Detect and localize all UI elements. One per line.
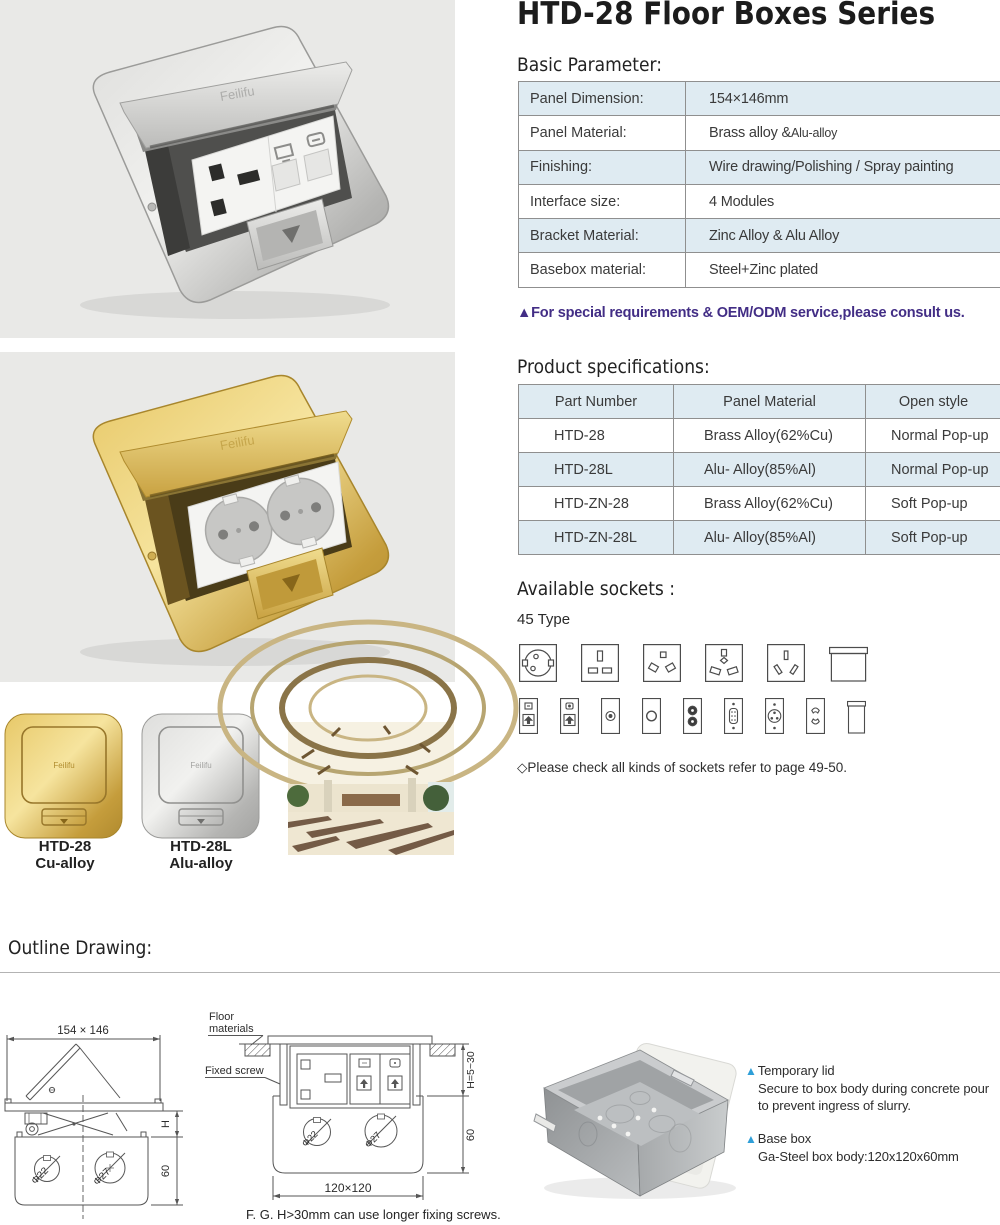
thumb-htd-28-gold: [3, 712, 125, 847]
floor-materials-label: materials: [209, 1023, 254, 1035]
table-row: [519, 219, 1000, 253]
annotation-base-box: [745, 1130, 997, 1148]
china-3pin-socket-icon: [767, 644, 805, 682]
param-value: Wire drawing/Polishing / Spray painting: [709, 159, 954, 176]
product-specifications-table: [518, 384, 1000, 555]
socket-icons-row-1: [519, 644, 1000, 682]
audio-socket-icon: [683, 698, 702, 734]
outline-drawing-side-view: [3, 1003, 203, 1223]
knockout-large-label: Φ27: [362, 1129, 384, 1151]
knockout-large-label: Φ27: [91, 1166, 113, 1188]
param-label: Basebox material:: [519, 253, 686, 286]
table-row: [519, 419, 1000, 453]
param-value: Zinc Alloy & Alu Alloy: [709, 227, 840, 244]
dim-install-height-label: H=5~30: [465, 1051, 477, 1089]
part-number: HTD-ZN-28: [519, 487, 674, 520]
us-socket-icon: [806, 698, 825, 734]
steel-floor-box-illustration: [0, 0, 455, 338]
outline-drawing-section-view: [203, 1008, 483, 1208]
annotation-title: Temporary lid: [757, 1063, 835, 1078]
oem-notice: ▲For special requirements & OEM/ODM service,please consult us.: [517, 305, 965, 321]
annotation-line: Secure to box body during concrete pour: [758, 1080, 989, 1096]
thumb-label-htd-28: [0, 839, 130, 873]
tv-socket-icon: [601, 698, 620, 734]
brand-logo-text: Feilifu: [190, 761, 212, 770]
knockout-small-label: Φ22: [29, 1165, 51, 1187]
brand-logo-text: Feilifu: [53, 761, 75, 770]
table-row: [519, 253, 1000, 287]
schuko-socket-icon: [519, 644, 557, 682]
outline-drawing-heading: Outline Drawing:: [8, 937, 153, 959]
table-row: [519, 487, 1000, 521]
part-number: HTD-ZN-28L: [519, 521, 674, 554]
column-header: Open style: [898, 393, 969, 410]
thumb-htd-28l-silver: [140, 712, 262, 847]
annotation-title: Base box: [757, 1131, 812, 1147]
socket-icons-row-2: [519, 698, 1000, 734]
param-label: Panel Dimension:: [519, 82, 686, 115]
panel-material: Brass Alloy(62%Cu): [674, 487, 866, 520]
universal-3pin-socket-icon: [705, 644, 743, 682]
dim-box-depth-label: 60: [160, 1164, 172, 1178]
product-name: HTD-28L: [170, 838, 232, 855]
product-specifications-heading: Product specifications:: [517, 356, 710, 378]
table-row: [519, 453, 1000, 487]
thumb-lobby-photo: [288, 722, 454, 860]
socket-icons-grid: [519, 644, 1000, 734]
dim-panel-height-label: H: [160, 1120, 172, 1128]
thumb-label-htd-28l: [136, 839, 266, 873]
uk-socket-icon: [581, 644, 619, 682]
column-header: Panel Material: [674, 385, 866, 418]
brand-logo-text: Feilifu: [218, 83, 256, 104]
data-module-icon: [519, 698, 538, 734]
param-label: Interface size:: [519, 185, 686, 218]
table-row: [519, 521, 1000, 555]
coax-socket-icon: [642, 698, 661, 734]
outline-annotations: [745, 1062, 997, 1165]
phone-module-icon: [560, 698, 579, 734]
param-value: 154×146mm: [709, 90, 789, 107]
knockout-small-label: Φ22: [299, 1128, 321, 1150]
socket-type-label: 45 Type: [517, 611, 571, 628]
param-label: Bracket Material:: [519, 219, 686, 252]
table-row: [519, 116, 1000, 150]
triangle-bullet-icon: ▲: [745, 1064, 757, 1078]
param-value-small: Alu-alloy: [791, 125, 838, 140]
mic-socket-icon: [765, 698, 784, 734]
basic-parameter-heading: Basic Parameter:: [517, 54, 662, 76]
part-number: HTD-28: [519, 419, 674, 452]
param-label: Panel Material:: [519, 116, 686, 149]
panel-material: Alu- Alloy(85%Al): [674, 521, 866, 554]
annotation-temporary-lid: [745, 1062, 997, 1080]
dim-box-depth-label: 60: [465, 1128, 477, 1142]
drawing-caption: F. G. H>30mm can use longer fixing screws.: [246, 1207, 501, 1222]
basic-parameter-table: [518, 81, 1000, 288]
photo-steel-floor-box: [0, 0, 455, 338]
param-value: 4 Modules: [709, 193, 775, 210]
blank-module-icon: [847, 698, 866, 734]
available-sockets-heading: Available sockets :: [517, 578, 675, 600]
dim-width-label: 154 × 146: [57, 1025, 109, 1037]
page-title: HTD-28 Floor Boxes Series: [517, 0, 936, 32]
universal-2pin-socket-icon: [643, 644, 681, 682]
open-style: Normal Pop-up: [891, 461, 989, 478]
annotation-line: Ga-Steel box body:120x120x60mm: [758, 1148, 959, 1164]
dim-box-width-label: 120×120: [324, 1181, 372, 1195]
sockets-note: ◇Please check all kinds of sockets refer to page 49-50.: [517, 760, 848, 775]
param-value: Steel+Zinc plated: [709, 262, 819, 279]
open-style: Soft Pop-up: [891, 529, 968, 546]
fixed-screw-label: Fixed screw: [205, 1065, 264, 1077]
table-header-row: [519, 385, 1000, 419]
vga-socket-icon: [724, 698, 743, 734]
panel-material: Brass Alloy(62%Cu): [674, 419, 866, 452]
open-style: Normal Pop-up: [891, 427, 989, 444]
blank-plate-icon: [829, 644, 868, 682]
param-value: Brass alloy &: [709, 124, 792, 141]
table-row: [519, 82, 1000, 116]
column-header: Part Number: [519, 385, 674, 418]
open-style: Soft Pop-up: [891, 495, 968, 512]
part-number: HTD-28L: [519, 453, 674, 486]
floor-materials-label: Floor: [209, 1011, 235, 1023]
base-box-photo: [528, 1030, 743, 1200]
annotation-line: to prevent ingress of slurry.: [758, 1097, 911, 1113]
brand-logo-text: Feilifu: [218, 432, 256, 453]
brass-floor-box-illustration: [0, 352, 455, 682]
panel-material: Alu- Alloy(85%Al): [674, 453, 866, 486]
product-material: Cu-alloy: [35, 854, 95, 872]
product-name: HTD-28: [38, 838, 92, 855]
table-row: [519, 185, 1000, 219]
photo-brass-floor-box: [0, 352, 455, 682]
product-material: Alu-alloy: [169, 854, 233, 872]
triangle-bullet-icon: ▲: [745, 1132, 757, 1147]
section-divider: [0, 972, 1000, 973]
table-row: [519, 151, 1000, 185]
param-label: Finishing:: [519, 151, 686, 184]
